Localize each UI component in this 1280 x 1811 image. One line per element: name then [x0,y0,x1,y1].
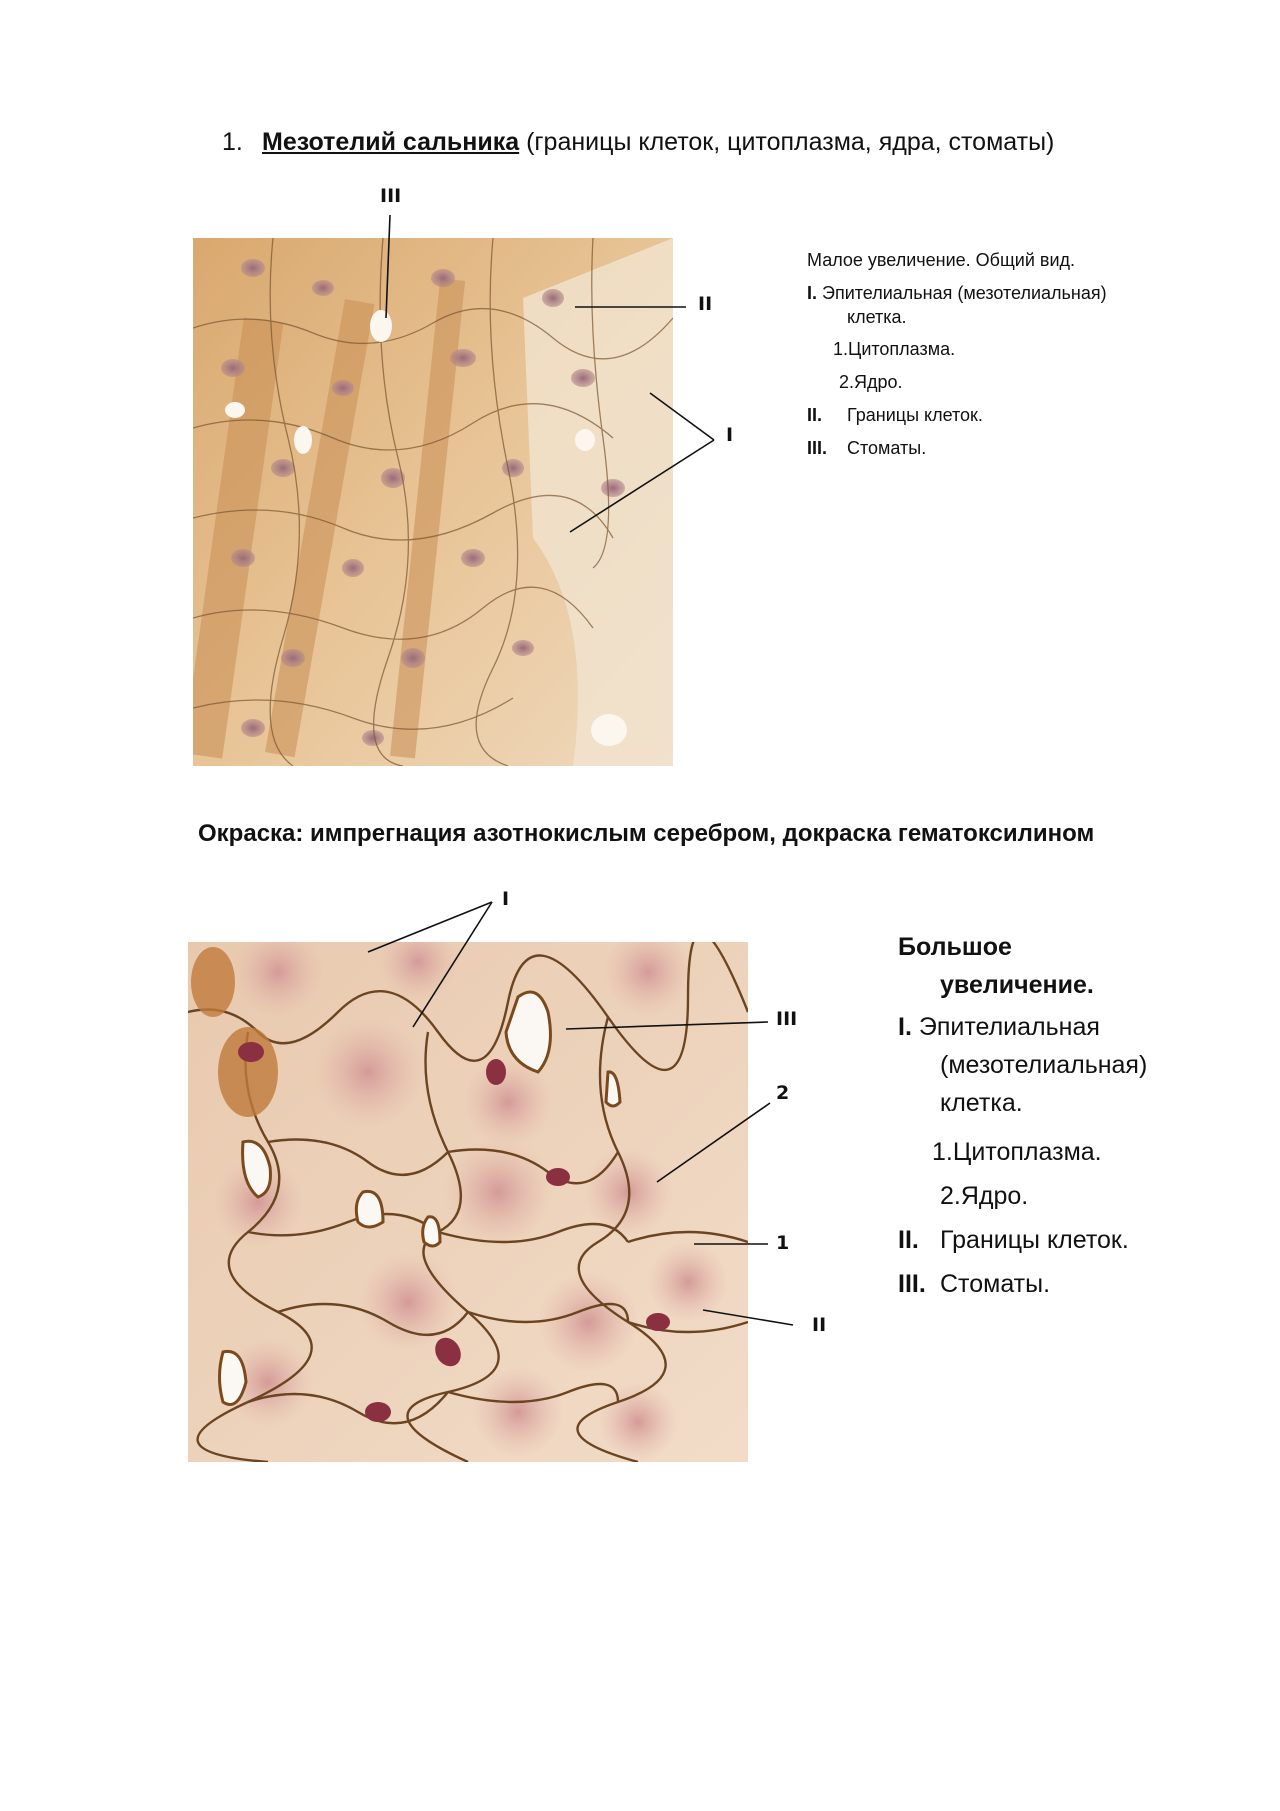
fig2-label-II: II [812,1314,827,1336]
legend2-item-1: 1.Цитоплазма. [932,1138,1102,1166]
figure1-legend [807,244,1107,465]
stain-caption: Окраска: импрегнация азотнокислым серебром, докраска гематоксилином [198,820,1095,847]
legend2-item-I [898,1008,1147,1046]
legend1-I-text: Эпителиальная (мезотелиальная) [817,283,1107,303]
legend2-II-text: Границы клеток. [940,1226,1129,1254]
legend1-item-I [807,281,1107,305]
fig2-label-1: 1 [776,1232,790,1254]
legend1-item-1: 1.Цитоплазма. [833,339,956,359]
legend1-II-text: Границы клеток. [847,405,983,425]
legend1-item-2: 2.Ядро. [839,372,903,392]
legend1-II-num: II. [807,405,823,425]
legend2-III-num: III. [898,1270,926,1298]
legend1-I-num: I. [807,283,818,303]
heading-number: 1. [222,128,243,156]
legend2-title-line1: Большое [898,933,1012,961]
legend2-item-2: 2.Ядро. [940,1182,1029,1210]
legend1-title: Малое увеличение. Общий вид. [807,250,1076,270]
legend2-I-text2: (мезотелиальная) [940,1051,1148,1079]
figure2-legend [898,928,1147,1306]
heading-rest: (границы клеток, цитоплазма, ядра, стоматы) [519,128,1055,156]
fig1-label-II: II [698,293,713,315]
legend2-II-num: II. [898,1226,919,1254]
legend2-III-text: Стоматы. [940,1270,1051,1298]
legend2-I-num: I. [898,1013,912,1041]
heading-bold-title: Мезотелий сальника [262,128,520,156]
fig1-label-III: III [380,185,402,207]
legend2-I-text: Эпителиальная [911,1013,1100,1041]
legend1-III-num: III. [807,438,828,458]
legend1-I-text2: клетка. [847,307,907,327]
fig2-label-2: 2 [776,1082,790,1104]
legend2-title-line2: увеличение. [940,971,1094,999]
fig2-label-I: I [502,888,510,910]
legend1-item-II [807,399,1107,432]
fig1-label-I: I [726,424,734,446]
legend1-III-text: Стоматы. [847,438,927,458]
fig2-label-III: III [776,1008,798,1030]
legend2-item-III [898,1262,1147,1306]
legend2-I-text3: клетка. [940,1089,1023,1117]
legend1-item-III [807,432,1107,465]
legend2-item-II [898,1218,1147,1262]
